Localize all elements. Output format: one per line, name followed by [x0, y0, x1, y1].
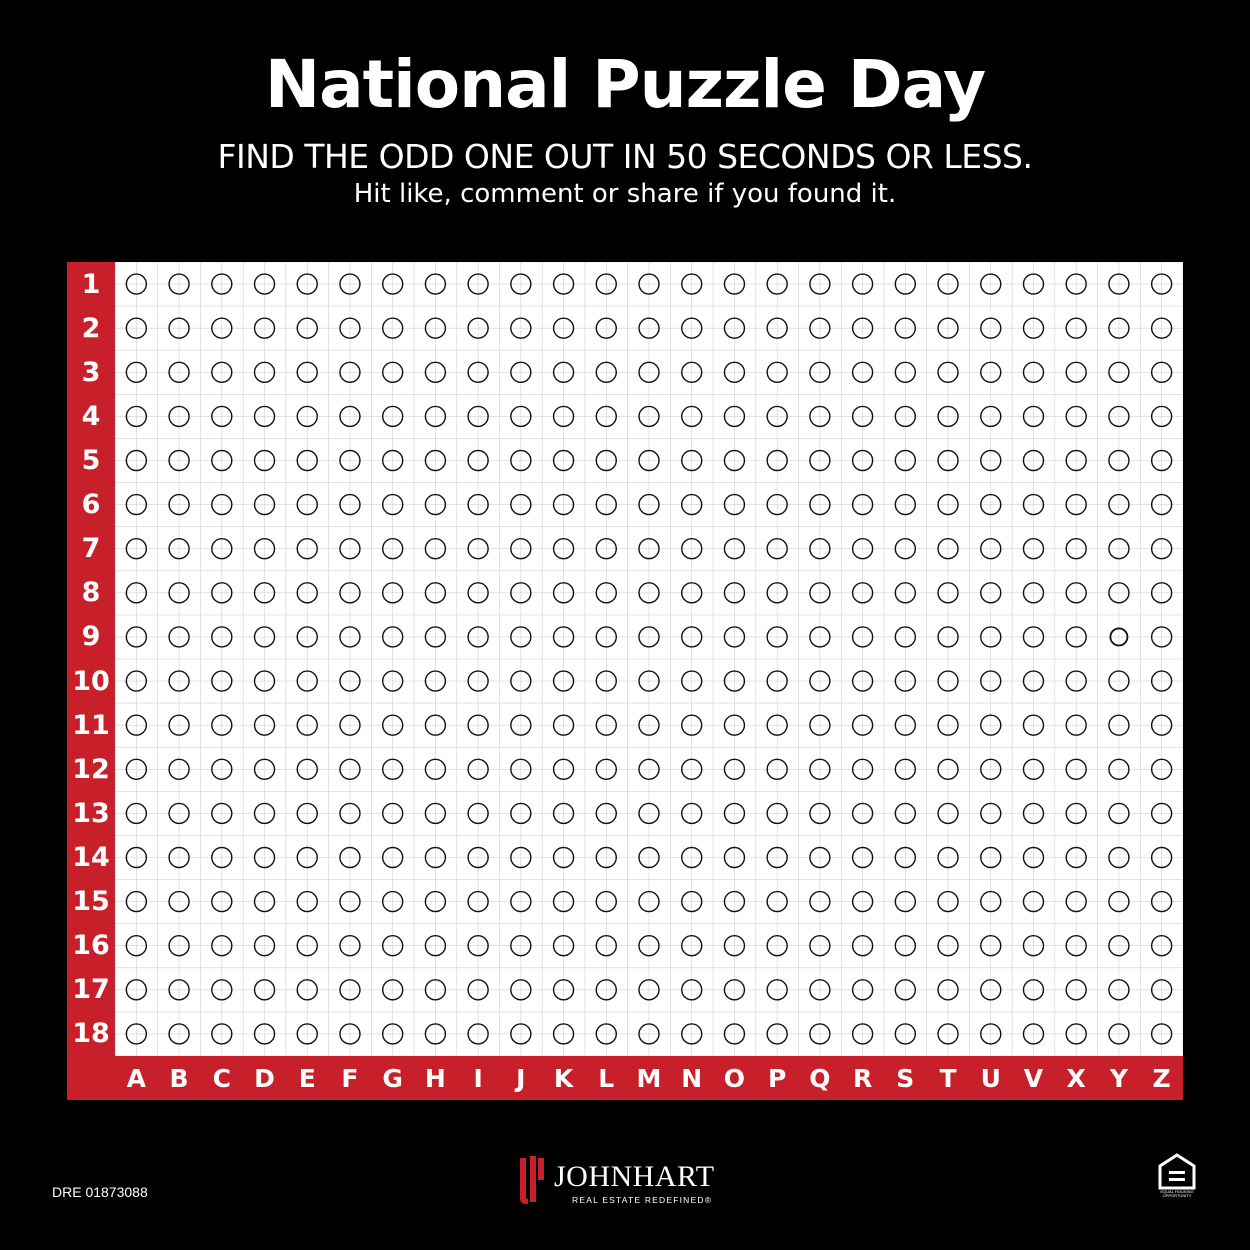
- equal-housing-label: EQUAL HOUSING OPPORTUNITY: [1160, 1189, 1194, 1198]
- row-label: 14: [72, 841, 110, 873]
- column-label: Q: [809, 1063, 831, 1093]
- johnhart-jh-monogram-icon: [518, 1154, 548, 1206]
- symbol-grid-svg: [115, 262, 1183, 1056]
- column-label: R: [852, 1063, 873, 1093]
- column-label: X: [1066, 1063, 1086, 1093]
- row-label: 5: [81, 444, 101, 476]
- row-label: 10: [72, 665, 110, 697]
- symbol-grid: [115, 262, 1183, 1056]
- column-label: I: [473, 1063, 483, 1093]
- row-labels: [67, 262, 115, 1056]
- row-label: 12: [72, 753, 110, 785]
- dre-license: DRE 01873088: [52, 1184, 148, 1200]
- column-label: S: [896, 1063, 915, 1093]
- call-to-action: Hit like, comment or share if you found it.: [353, 179, 897, 209]
- johnhart-logo: [518, 1154, 738, 1214]
- column-label: N: [681, 1063, 703, 1093]
- column-labels: [67, 1056, 1183, 1100]
- column-label: Z: [1152, 1063, 1171, 1093]
- puzzle-instruction: FIND THE ODD ONE OUT IN 50 SECONDS OR LESS.: [217, 137, 1033, 176]
- row-label: 3: [81, 356, 101, 388]
- column-label: Y: [1109, 1063, 1128, 1093]
- row-label: 2: [81, 312, 101, 344]
- column-label: T: [939, 1063, 957, 1093]
- row-label: 18: [72, 1018, 110, 1050]
- row-label: 6: [81, 489, 101, 521]
- column-label: K: [553, 1063, 574, 1093]
- brand-name: JOHNHART: [554, 1160, 715, 1193]
- row-label: 15: [72, 886, 110, 918]
- column-label: L: [598, 1063, 615, 1093]
- row-label: 7: [81, 533, 101, 565]
- brand-tagline: REAL ESTATE REDEFINED®: [572, 1195, 713, 1205]
- equal-housing-logo: [1155, 1152, 1199, 1202]
- column-label: V: [1023, 1063, 1044, 1093]
- column-label: C: [212, 1063, 231, 1093]
- row-label: 8: [81, 577, 101, 609]
- column-label: G: [382, 1063, 403, 1093]
- row-label: 11: [72, 709, 110, 741]
- column-label: O: [723, 1063, 746, 1093]
- column-label: U: [980, 1063, 1001, 1093]
- row-label: 13: [72, 797, 110, 829]
- row-label: 4: [81, 400, 101, 432]
- column-label: J: [516, 1063, 526, 1093]
- row-label: 16: [72, 930, 110, 962]
- row-label: 1: [81, 268, 101, 300]
- equal-housing-house-icon: [1155, 1152, 1199, 1190]
- column-label: D: [254, 1063, 275, 1093]
- row-label: 9: [81, 621, 101, 653]
- page-title: National Puzzle Day: [264, 46, 986, 123]
- puzzle-board: [67, 262, 1183, 1100]
- column-label: H: [424, 1063, 446, 1093]
- column-label: B: [169, 1063, 189, 1093]
- column-label: A: [126, 1063, 147, 1093]
- row-label: 17: [72, 974, 110, 1006]
- column-label: P: [767, 1063, 787, 1093]
- column-label: M: [636, 1063, 662, 1093]
- column-label: F: [341, 1063, 359, 1093]
- column-label: E: [298, 1063, 316, 1093]
